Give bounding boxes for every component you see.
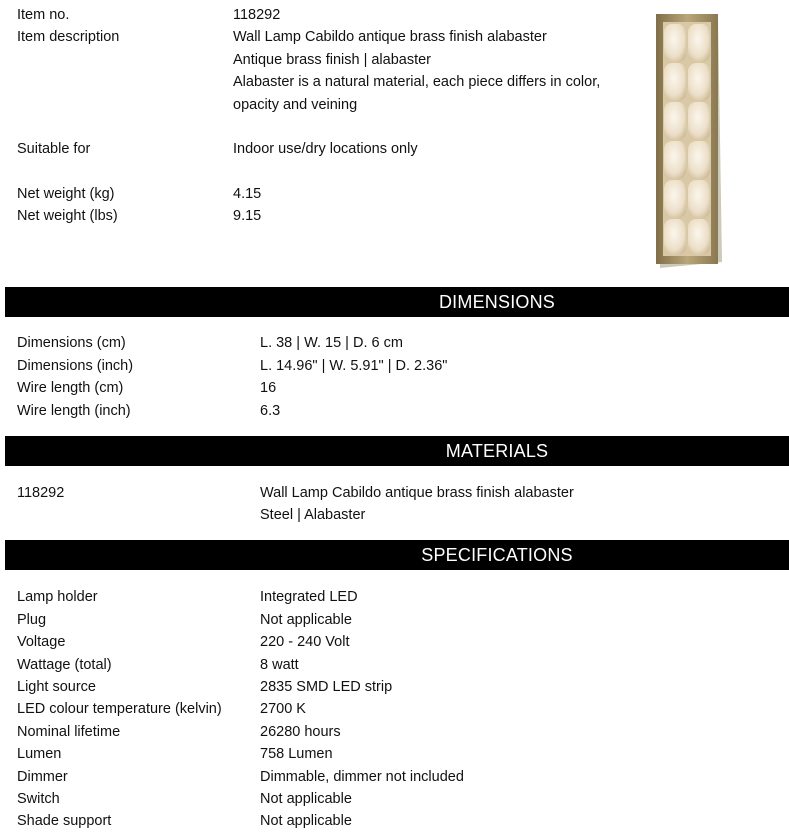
spec-value: 220 - 240 Volt	[260, 634, 350, 650]
spec-label: Voltage	[17, 634, 66, 650]
item-description-label: Item description	[17, 29, 120, 45]
spec-value: Not applicable	[260, 791, 352, 807]
item-description-line-3: Alabaster is a natural material, each piece differs in color,	[233, 74, 601, 90]
spec-value: Integrated LED	[260, 589, 358, 605]
spec-label: Wattage (total)	[17, 657, 112, 673]
materials-row-2	[0, 504, 789, 526]
dimensions-row	[0, 377, 789, 399]
dimensions-cm-label: Dimensions (cm)	[17, 335, 126, 351]
net-weight-lbs-value: 9.15	[233, 208, 262, 224]
spec-row	[0, 698, 789, 720]
spec-row	[0, 654, 789, 676]
spec-label: Light source	[17, 679, 96, 695]
spec-label: Shade support	[17, 813, 112, 829]
specifications-title: SPECIFICATIONS	[421, 545, 573, 565]
spec-row	[0, 810, 789, 832]
dimensions-title: DIMENSIONS	[438, 292, 555, 312]
spec-value: 758 Lumen	[260, 746, 333, 762]
spec-value: 2835 SMD LED strip	[260, 679, 393, 695]
spec-value: 2700 K	[260, 701, 306, 717]
specifications-header	[5, 540, 789, 570]
materials-row	[0, 482, 789, 504]
item-description-line-1: Wall Lamp Cabildo antique brass finish alabaster	[233, 29, 547, 45]
spec-value: Not applicable	[260, 612, 352, 628]
item-no-label: Item no.	[17, 7, 70, 23]
item-no-value: 118292	[233, 7, 281, 23]
spec-label: LED colour temperature (kelvin)	[17, 701, 222, 717]
dimensions-row	[0, 400, 789, 422]
spec-value: Dimmable, dimmer not included	[260, 769, 464, 785]
dimensions-row	[0, 355, 789, 377]
net-weight-kg-label: Net weight (kg)	[17, 186, 115, 202]
item-description-line-2: Antique brass finish | alabaster	[233, 52, 432, 68]
spec-row	[0, 788, 789, 810]
dimensions-inch-value: L. 14.96" | W. 5.91" | D. 2.36"	[260, 358, 448, 374]
spec-label: Plug	[17, 612, 47, 628]
net-weight-lbs-label: Net weight (lbs)	[17, 208, 118, 224]
dimensions-inch-label: Dimensions (inch)	[17, 358, 134, 374]
wire-length-cm-value: 16	[260, 380, 277, 396]
spec-label: Lamp holder	[17, 589, 98, 605]
materials-line-1: Wall Lamp Cabildo antique brass finish alabaster	[260, 485, 574, 501]
spec-label: Nominal lifetime	[17, 724, 121, 740]
wire-length-inch-value: 6.3	[260, 403, 281, 419]
spec-value: 8 watt	[260, 657, 299, 673]
suitable-for-label: Suitable for	[17, 141, 91, 157]
dimensions-cm-value: L. 38 | W. 15 | D. 6 cm	[260, 335, 403, 351]
spec-row	[0, 631, 789, 653]
net-weight-kg-value: 4.15	[233, 186, 262, 202]
wire-length-cm-label: Wire length (cm)	[17, 380, 124, 396]
item-description-line-4: opacity and veining	[233, 97, 358, 113]
spec-row	[0, 586, 789, 608]
materials-title: MATERIALS	[445, 441, 549, 461]
spec-label: Lumen	[17, 746, 62, 762]
materials-item-no: 118292	[17, 485, 65, 501]
spec-label: Switch	[17, 791, 60, 807]
spec-value: Not applicable	[260, 813, 352, 829]
dimensions-row	[0, 332, 789, 354]
spec-label: Dimmer	[17, 769, 68, 785]
spec-row	[0, 766, 789, 788]
materials-line-2: Steel | Alabaster	[260, 507, 366, 523]
spec-row	[0, 721, 789, 743]
spec-row	[0, 743, 789, 765]
materials-header	[5, 436, 789, 466]
spec-row	[0, 676, 789, 698]
suitable-for-value: Indoor use/dry locations only	[233, 141, 418, 157]
wire-length-inch-label: Wire length (inch)	[17, 403, 131, 419]
dimensions-header	[5, 287, 789, 317]
spec-row	[0, 609, 789, 631]
product-image	[652, 12, 724, 268]
spec-value: 26280 hours	[260, 724, 341, 740]
